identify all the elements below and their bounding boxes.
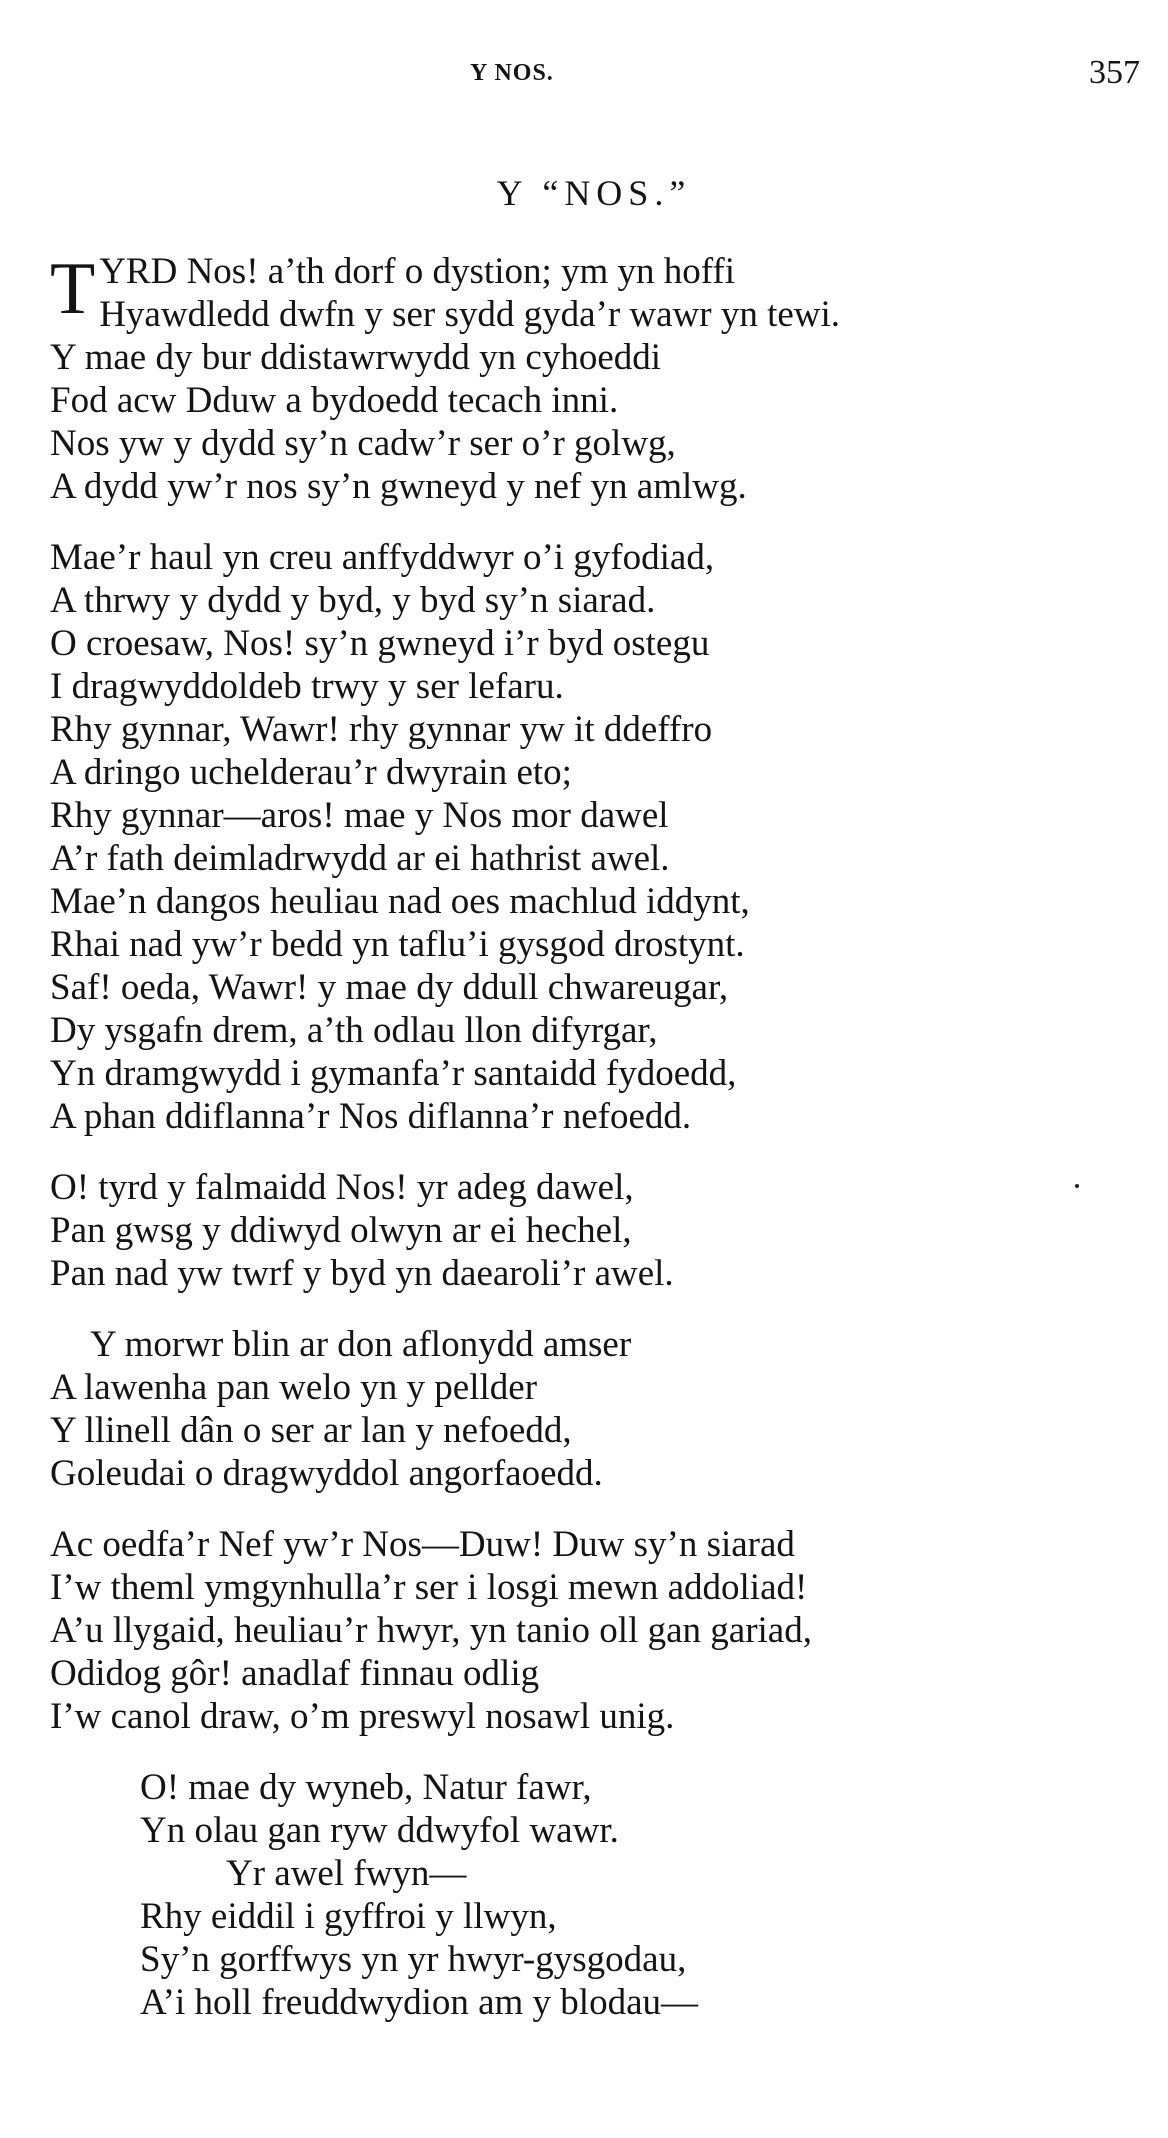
poem-line: O! mae dy wyneb, Natur fawr,: [140, 1767, 592, 1808]
poem-title: Y “NOS.”: [496, 173, 692, 213]
running-head: [0, 52, 1168, 92]
poem-line: Saf! oeda, Wawr! y mae dy ddull chwareugar,: [50, 967, 729, 1008]
poem-line: Goleudai o dragwyddol angorfaoedd.: [50, 1453, 603, 1494]
poem-line: Ac oedfa’r Nef yw’r Nos—Duw! Duw sy’n siarad: [50, 1524, 795, 1565]
poem-line: Mae’r haul yn creu anffyddwyr o’i gyfodiad,: [50, 537, 715, 578]
poem-line: Y llinell dân o ser ar lan y nefoedd,: [50, 1410, 572, 1451]
poem-line: Hyawdledd dwfn y ser sydd gyda’r wawr yn tewi.: [99, 294, 841, 335]
poem-line: Sy’n gorffwys yn yr hwyr-gysgodau,: [140, 1939, 687, 1980]
poem-line: Mae’n dangos heuliau nad oes machlud iddynt,: [50, 881, 750, 922]
stanza: [50, 1766, 1150, 2024]
poem-line: Nos yw y dydd sy’n cadw’r ser o’r golwg,: [50, 423, 676, 464]
page-number: 357: [1089, 54, 1140, 91]
poem-line: O! tyrd y falmaidd Nos! yr adeg dawel,: [50, 1167, 634, 1208]
poem-body: [50, 250, 1150, 2052]
poem-line: Odidog gôr! anadlaf finnau odlig: [50, 1653, 540, 1694]
poem-line: Y mae dy bur ddistawrwydd yn cyhoeddi: [50, 337, 662, 378]
poem-line: A dydd yw’r nos sy’n gwneyd y nef yn amlwg.: [50, 466, 747, 507]
poem-line: Dy ysgafn drem, a’th odlau llon difyrgar,: [50, 1010, 658, 1051]
poem-line: A dringo uchelderau’r dwyrain eto;: [50, 752, 572, 793]
stanza: [50, 1323, 1150, 1495]
print-speck: [1075, 1184, 1079, 1188]
drop-cap: T: [50, 250, 96, 330]
poem-line: Rhy gynnar, Wawr! rhy gynnar yw it ddeffro: [50, 709, 713, 750]
poem-line: A lawenha pan welo yn y pellder: [50, 1367, 538, 1408]
stanza: [50, 536, 1150, 1138]
poem-line: I’w theml ymgynhulla’r ser i losgi mewn addoliad!: [50, 1567, 808, 1608]
poem-line: A’r fath deimladrwydd ar ei hathrist awel.: [50, 838, 670, 879]
poem-line: Rhy gynnar—aros! mae y Nos mor dawel: [50, 795, 669, 836]
poem-line: A’u llygaid, heuliau’r hwyr, yn tanio oll gan gariad,: [50, 1610, 812, 1651]
poem-line: Yn olau gan ryw ddwyfol wawr.: [140, 1810, 619, 1851]
poem-line: Rhai nad yw’r bedd yn taflu’i gysgod drostynt.: [50, 924, 745, 965]
poem-line: Yr awel fwyn—: [226, 1853, 467, 1894]
opening-stanza: [50, 250, 1150, 508]
poem-line: A thrwy y dydd y byd, y byd sy’n siarad.: [50, 580, 656, 621]
poem-line: Y morwr blin ar don aflonydd amser: [90, 1324, 632, 1365]
poem-line: YRD Nos! a’th dorf o dystion; ym yn hoffi: [99, 251, 736, 292]
poem-line: I dragwyddoldeb trwy y ser lefaru.: [50, 666, 564, 707]
poem-line: Fod acw Dduw a bydoedd tecach inni.: [50, 380, 619, 421]
poem-line: A phan ddiflanna’r Nos diflanna’r nefoedd.: [50, 1096, 692, 1137]
poem-line: I’w canol draw, o’m preswyl nosawl unig.: [50, 1696, 675, 1737]
poem-line: Pan nad yw twrf y byd yn daearoli’r awel.: [50, 1253, 674, 1294]
poem-line: Pan gwsg y ddiwyd olwyn ar ei hechel,: [50, 1210, 632, 1251]
stanza: [50, 1166, 1150, 1295]
poem-line: Rhy eiddil i gyffroi y llwyn,: [140, 1896, 557, 1937]
running-title: Y NOS.: [470, 60, 554, 86]
stanza: [50, 1523, 1150, 1738]
poem-line: A’i holl freuddwydion am y blodau—: [140, 1982, 698, 2023]
poem-line: O croesaw, Nos! sy’n gwneyd i’r byd ostegu: [50, 623, 710, 664]
poem-line: Yn dramgwydd i gymanfa’r santaidd fydoedd,: [50, 1053, 737, 1094]
